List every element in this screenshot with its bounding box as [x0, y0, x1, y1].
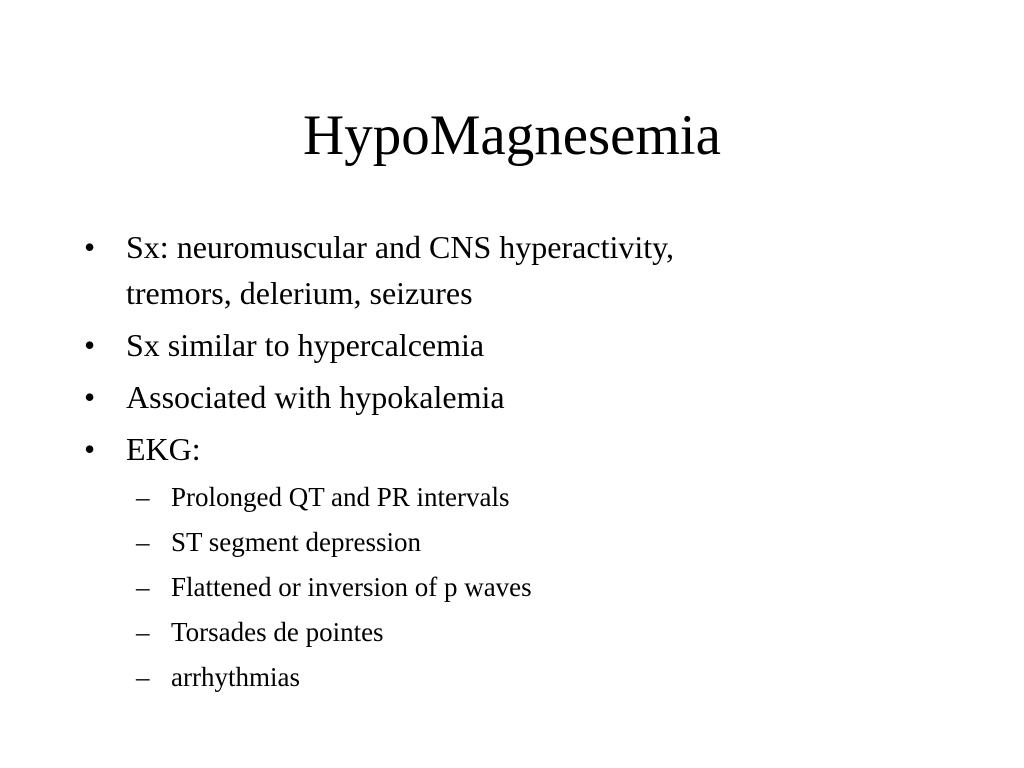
dash-glyph: – — [136, 482, 150, 512]
bullet-text — [126, 224, 844, 316]
bullet-text: EKG: — [126, 431, 201, 467]
sub-bullet-text: arrhythmias — [171, 662, 300, 692]
dash-glyph: – — [136, 572, 150, 602]
sub-bullet-text: Flattened or inversion of p waves — [171, 572, 532, 602]
dash-glyph: – — [136, 527, 150, 557]
bullet-text-line: Sx: neuromuscular and CNS hyperactivity, — [126, 229, 675, 265]
sub-bullet-item — [136, 523, 836, 561]
sub-bullet-item — [136, 613, 836, 651]
sub-bullet-text: Torsades de pointes — [171, 617, 384, 647]
bullet-glyph: • — [84, 327, 96, 363]
slide-title: HypoMagnesemia — [303, 104, 721, 167]
bullet-item-symptoms — [84, 224, 844, 316]
sub-bullet-item — [136, 568, 836, 606]
bullet-item-hypercalcemia — [84, 322, 844, 368]
bullet-glyph: • — [84, 379, 96, 415]
bullet-text: Associated with hypokalemia — [126, 379, 505, 415]
bullet-text: Sx similar to hypercalcemia — [126, 327, 485, 363]
bullet-glyph: • — [84, 431, 96, 467]
sub-bullet-text: ST segment depression — [171, 527, 421, 557]
bullet-item-ekg — [84, 426, 844, 472]
dash-glyph: – — [136, 617, 150, 647]
dash-glyph: – — [136, 662, 150, 692]
bullet-text-line: tremors, delerium, seizures — [126, 275, 473, 311]
sub-bullet-text: Prolonged QT and PR intervals — [171, 482, 510, 512]
sub-bullet-item — [136, 478, 836, 516]
bullet-glyph: • — [84, 229, 96, 265]
sub-bullet-item — [136, 658, 836, 696]
bullet-item-hypokalemia — [84, 374, 844, 420]
